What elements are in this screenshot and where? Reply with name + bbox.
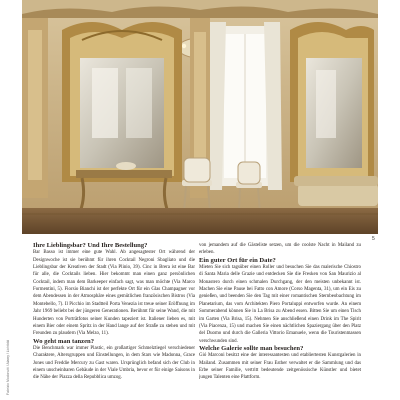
body-paragraph: von jemandem auf die Gästeliste setzen, um die coolste Nacht in Mailand zu erleben.	[199, 243, 361, 256]
salon-illustration	[22, 0, 378, 234]
question-heading: Wo geht man tanzen?	[33, 337, 94, 345]
body-paragraph: Mieten Sie sich tagsüber einen Roller und besuchen Sie das malerische Chiostro di Santa Maria delle Grazie und entdecken Sie die Fresken von San Maurizio al Monastero durch einen schmalen Durchgang, der den meisten unbekannt ist. Machen Sie eine Pause bei Fatto con Amore (Corso Magenta, 31), um ein Eis zu genießen, und beenden Sie den Tag mit einer romantischen Sternbeobachtung im Planetarium, das vom Architekten Piero Portaluppi entworfen wurde. An einem Sommerabend können Sie in La Brisa zu Abend essen. Bitten Sie um einen Tisch im Garten (Via Brisa, 15). Nehmen Sie anschließend einen Drink im The Spirit (Via Piacenza, 15) und machen Sie einen nächtlichen Spaziergang über den Platz del Duomo und durch die Galleria Vittorio Emanuele, wenn die Touristenmassen verschwunden sind.	[199, 265, 361, 344]
right-mirror	[290, 22, 374, 182]
photo-credit: Fabrizio Modonutti / Alamy / Lichtbild	[6, 339, 10, 395]
body-paragraph: Bar Basso ist immer eine gute Wahl. Ab angesagtester Ort während der Designwoche ist sie berühmt für ihren Cocktail Negroni Sbagliato und die Lieblingsbar der Kreativen der Stadt (Via Plinio, 39). Cinc in Brera ist eine Bar für alle, die Cocktails lieben. Hier bekommt man einen ganz persönlichen Cocktail, indem man dem Barkeeper einfach sagt, was man möchte (Via Marco Formentini, 5). Fiorsio Bianchi ist der perfekte Ort für ein Glas Champagner vor dem Abendessen in der Atmosphäre eines gemütlichen französischen Bistros (Via Montebello, 7). Il Picchio im Stadtteil Porta Venezia ist treue seiner Eröffnung im Jahr 1969 beliebt bei der jüngeren Generationen. Berühmt für seine Wand, die mit Hunderten von Porträtfotos seiner Kunden tapeziert ist. Italiener lieben es, mit einem Bier oder einem Spritz in der Hand lange auf der Straße zu stehen und mit Freunden zu plaudern (Via Melzo, 11).	[33, 250, 195, 337]
text-column-right	[199, 242, 361, 400]
sofa	[294, 176, 378, 206]
question-heading: Ein guter Ort für ein Date?	[199, 256, 276, 264]
body-paragraph: Gió Marconi besitzt eine der interessantesten und etabliertesten Kunstgalerien in Mailand. Zusammen mit seiner Frau Esther verwaltet er die Sammlung und das Erbe seiner Familie, vertritt bedeutende zeitgenössische Künstler und bietet jungen Talenten eine Plattform.	[199, 353, 361, 381]
question-heading: Welche Galerie sollte man besuchen?	[199, 344, 304, 352]
body-paragraph: Die Benchmark war immer Plastic, ein großartiger Schmelztiegel verschiedener Charaktere, Altersgruppen und Einstellungen, in dem Stars wie Madonna, Grace Jones und Freddie Mercury zu Gast waren. Ursprünglich befand sich der Club in einem unscheinbaren Gebäude in der Viale Umbria, bevor er für einige Saisons in die Nähe der Piazza della Repubblica umzog.	[33, 345, 195, 381]
page-number: 5	[372, 236, 375, 242]
question-heading: Ihre Lieblingsbar? Und Ihre Bestellung?	[33, 242, 148, 249]
text-column-left	[33, 242, 195, 400]
salon-photo	[22, 0, 378, 234]
left-mirror	[62, 22, 182, 182]
